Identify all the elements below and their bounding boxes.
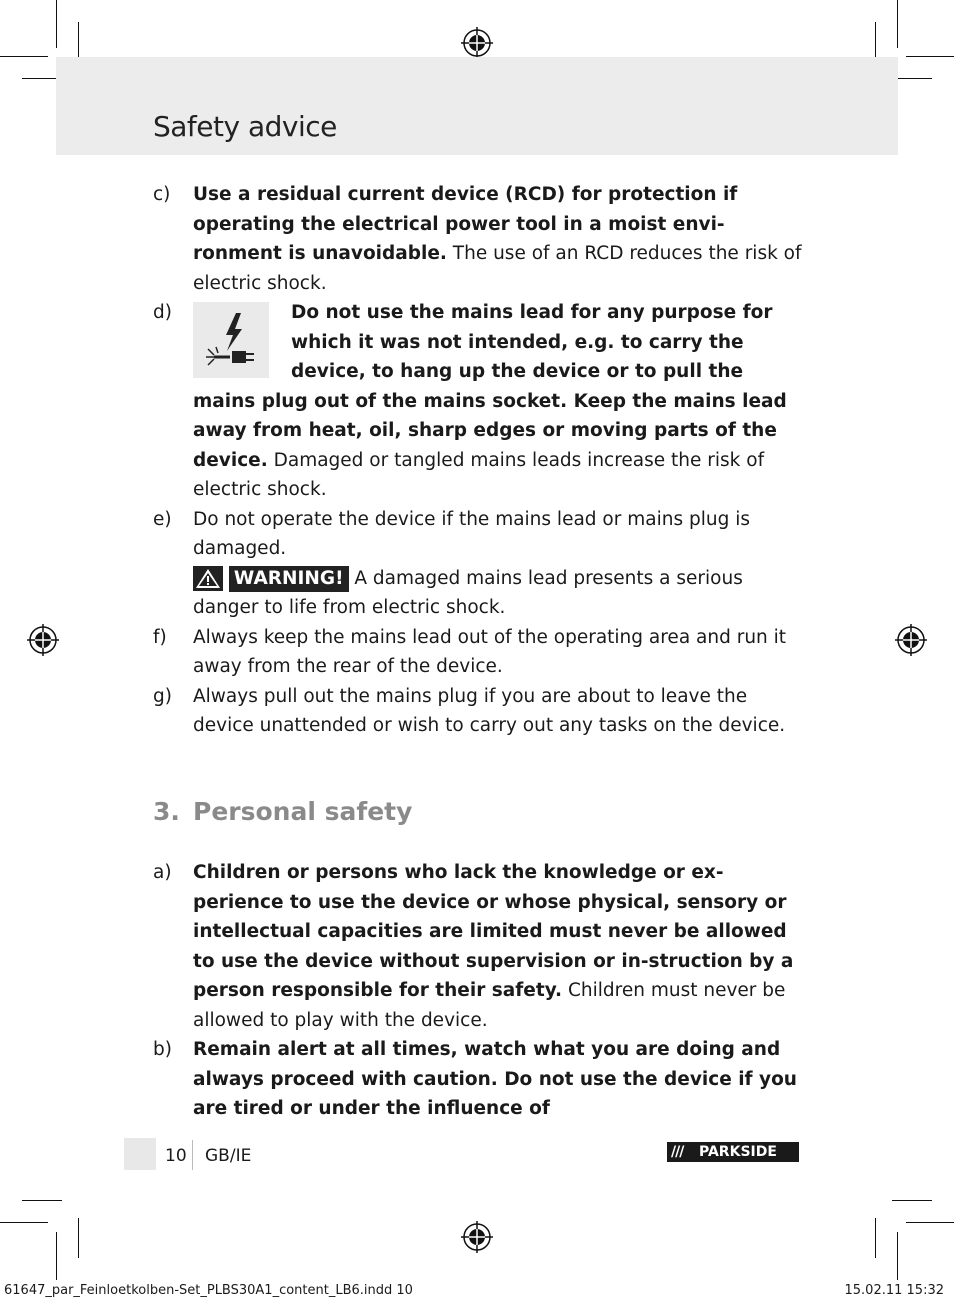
crop-mark (892, 78, 932, 79)
item-label: g) (153, 685, 172, 707)
item-label: b) (153, 1039, 172, 1060)
section-title: Personal safety (193, 796, 413, 826)
footer-tab (124, 1138, 156, 1170)
list-item-a (153, 858, 803, 1035)
crop-mark (78, 22, 79, 62)
page-title: Safety advice (153, 110, 337, 143)
item-text: Always pull out the mains plug if you are about to leave the device unattended or wish to carry out any tasks on the device. (193, 685, 786, 736)
crop-mark (906, 1222, 954, 1223)
item-label: e) (153, 508, 172, 530)
parkside-logo (667, 1142, 799, 1162)
crop-mark (906, 56, 954, 57)
item-text: Always keep the mains lead out of the operating area and run it away from the rear of the device. (193, 626, 787, 677)
item-label: f) (153, 626, 167, 648)
slug-filename: 61647_par_Feinloetkolben-Set_PLBS30A1_content_LB6.indd 10 (4, 1283, 413, 1298)
crop-mark (897, 1232, 898, 1280)
item-text: Children must never be allowed to play with the device. (193, 980, 786, 1031)
crop-mark (892, 1200, 932, 1201)
warning-text: A damaged mains lead presents a serious danger to life from electric shock. (193, 567, 743, 618)
list-item-f (153, 623, 803, 682)
list-item-e (153, 505, 803, 623)
logo-text: PARKSIDE (699, 1144, 777, 1160)
section-heading (153, 797, 803, 827)
item-bold-text: Do not use the mains lead for any purpose for which it was not intended, e.g. to carry the device, to hang up the device or to pull the mains plug out of the mains socket. Keep the mains lead away from heat, oil, sharp edges or moving parts of the device. (193, 302, 787, 471)
list-item-g (153, 682, 803, 741)
warning-badge: WARNING! (229, 566, 349, 592)
damaged-cable-shock-icon (193, 302, 269, 378)
page-number: 10 (165, 1146, 187, 1166)
list-item-b (153, 1035, 803, 1124)
language-code: GB/IE (205, 1146, 252, 1166)
warning-note (193, 564, 803, 623)
content (153, 180, 803, 1124)
item-bold-text: Use a residual current device (RCD) for protection if operating the electrical power tool in a moist envi-ronment is unavoidable. (193, 184, 738, 264)
item-bold-text: Remain alert at all times, watch what you are doing and always proceed with caution. Do not use the device if you are tired or under the influence of (193, 1039, 797, 1119)
crop-mark (0, 1222, 48, 1223)
item-text: Do not operate the device if the mains lead or mains plug is damaged. (193, 508, 750, 559)
crop-mark (56, 0, 57, 48)
logo-marks: /// (671, 1144, 684, 1160)
warning-triangle-icon (193, 566, 223, 591)
section-number: 3. (153, 796, 180, 826)
list-item-d (153, 298, 803, 505)
slug-date: 15.02.11 15:32 (844, 1283, 944, 1298)
item-text: Damaged or tangled mains leads increase the risk of electric shock. (193, 449, 765, 500)
crop-mark (875, 22, 876, 62)
crop-mark (897, 0, 898, 48)
item-label: d) (153, 302, 172, 323)
footer-divider (192, 1140, 193, 1170)
item-text: The use of an RCD reduces the risk of electric shock. (193, 243, 802, 294)
crop-mark (56, 1232, 57, 1280)
registration-mark-icon (461, 27, 493, 59)
crop-mark (0, 56, 48, 57)
registration-mark-icon (461, 1221, 493, 1253)
crop-mark (78, 1218, 79, 1258)
list-item-c (153, 180, 803, 298)
item-bold-text: Children or persons who lack the knowledge or ex-perience to use the device or whose physical, sensory or intellectual capacities are limited must never be allowed to use the device without supervision or in-struction by a person responsible for their safety. (193, 862, 794, 1001)
registration-mark-icon (27, 624, 59, 656)
item-label: c) (153, 184, 171, 205)
crop-mark (22, 1200, 62, 1201)
item-label: a) (153, 862, 172, 883)
registration-mark-icon (895, 624, 927, 656)
crop-mark (875, 1218, 876, 1258)
